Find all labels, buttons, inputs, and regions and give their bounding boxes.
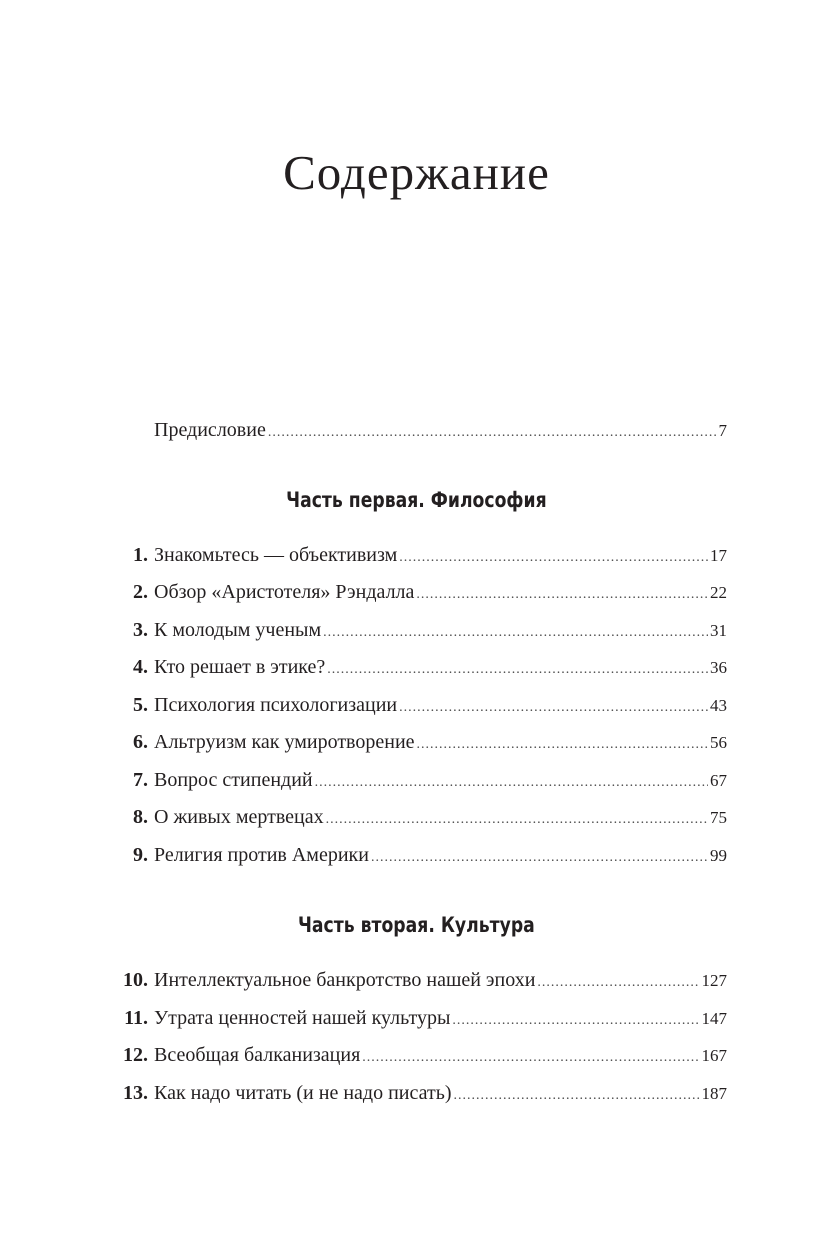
dot-leader bbox=[371, 845, 708, 871]
toc-page-number: 167 bbox=[701, 1046, 727, 1065]
chapter-title: Обзор «Аристотеля» Рэндалла bbox=[154, 581, 415, 603]
chapter-title: Интеллектуальное банкротство нашей эпохи bbox=[154, 969, 536, 991]
toc-entry bbox=[100, 804, 727, 830]
chapter-number: 11. bbox=[124, 1007, 148, 1029]
toc-page-number: 22 bbox=[710, 583, 727, 602]
page-title: Содержание bbox=[283, 145, 550, 200]
toc-page-number: 67 bbox=[710, 771, 727, 790]
toc-entry-preface bbox=[100, 417, 727, 443]
toc-page-number: 99 bbox=[710, 846, 727, 865]
chapter-title: О живых мертвецах bbox=[154, 806, 324, 828]
chapter-number: 2. bbox=[133, 581, 148, 603]
toc-page-number: 75 bbox=[710, 808, 727, 827]
chapter-number: 9. bbox=[133, 844, 148, 866]
chapter-number: 3. bbox=[133, 619, 148, 641]
toc-entry bbox=[100, 542, 727, 568]
toc-entry bbox=[100, 1042, 727, 1068]
part-heading: Часть первая. Философия bbox=[286, 488, 547, 512]
dot-leader bbox=[327, 657, 708, 683]
dot-leader bbox=[326, 807, 708, 833]
chapter-title: Знакомьтесь — объективизм bbox=[154, 544, 398, 566]
chapter-title: Психология психологизации bbox=[154, 694, 398, 716]
chapter-number: 8. bbox=[133, 806, 148, 828]
dot-leader bbox=[268, 420, 717, 446]
chapter-number: 6. bbox=[133, 731, 148, 753]
chapter-number: 4. bbox=[133, 656, 148, 678]
dot-leader bbox=[315, 770, 708, 796]
dot-leader bbox=[399, 695, 708, 721]
chapter-title: Религия против Америки bbox=[154, 844, 369, 866]
part-heading: Часть вторая. Культура bbox=[297, 913, 535, 937]
chapter-title: Всеобщая балканизация bbox=[154, 1044, 361, 1066]
chapter-title: Как надо читать (и не надо писать) bbox=[154, 1082, 452, 1104]
chapter-title: Кто решает в этике? bbox=[154, 656, 326, 678]
dot-leader bbox=[537, 970, 699, 996]
chapter-number: 1. bbox=[133, 544, 148, 566]
chapter-number: 5. bbox=[133, 694, 148, 716]
toc-entry bbox=[100, 767, 727, 793]
toc-entry-title: Предисловие bbox=[154, 419, 266, 441]
toc-entry bbox=[100, 617, 727, 643]
toc-entry bbox=[100, 842, 727, 868]
toc-page-number: 43 bbox=[710, 696, 727, 715]
toc-page-number: 7 bbox=[718, 421, 727, 440]
dot-leader bbox=[399, 545, 708, 571]
toc-entry bbox=[100, 1005, 727, 1031]
chapter-title: Утрата ценностей нашей культуры bbox=[154, 1007, 451, 1029]
dot-leader bbox=[416, 582, 708, 608]
toc-page-number: 31 bbox=[710, 621, 727, 640]
chapter-title: Альтруизм как умиротворение bbox=[154, 731, 415, 753]
toc-entry bbox=[100, 1080, 727, 1106]
dot-leader bbox=[417, 732, 708, 758]
dot-leader bbox=[323, 620, 708, 646]
dot-leader bbox=[362, 1045, 699, 1071]
toc-entry bbox=[100, 579, 727, 605]
chapter-number: 13. bbox=[123, 1082, 148, 1104]
toc-page-number: 17 bbox=[710, 546, 727, 565]
chapter-number: 12. bbox=[123, 1044, 148, 1066]
toc-page-number: 36 bbox=[710, 658, 727, 677]
toc-page-number: 187 bbox=[701, 1084, 727, 1103]
toc-entry bbox=[100, 729, 727, 755]
toc-page-number: 56 bbox=[710, 733, 727, 752]
chapter-number: 7. bbox=[133, 769, 148, 791]
toc-entry bbox=[100, 967, 727, 993]
dot-leader bbox=[452, 1008, 699, 1034]
chapter-title: Вопрос стипендий bbox=[154, 769, 313, 791]
toc-page-number: 127 bbox=[701, 971, 727, 990]
chapter-number: 10. bbox=[123, 969, 148, 991]
toc-page-number: 147 bbox=[701, 1009, 727, 1028]
dot-leader bbox=[454, 1083, 700, 1109]
chapter-title: К молодым ученым bbox=[154, 619, 322, 641]
toc-entry bbox=[100, 654, 727, 680]
toc-entry bbox=[100, 692, 727, 718]
